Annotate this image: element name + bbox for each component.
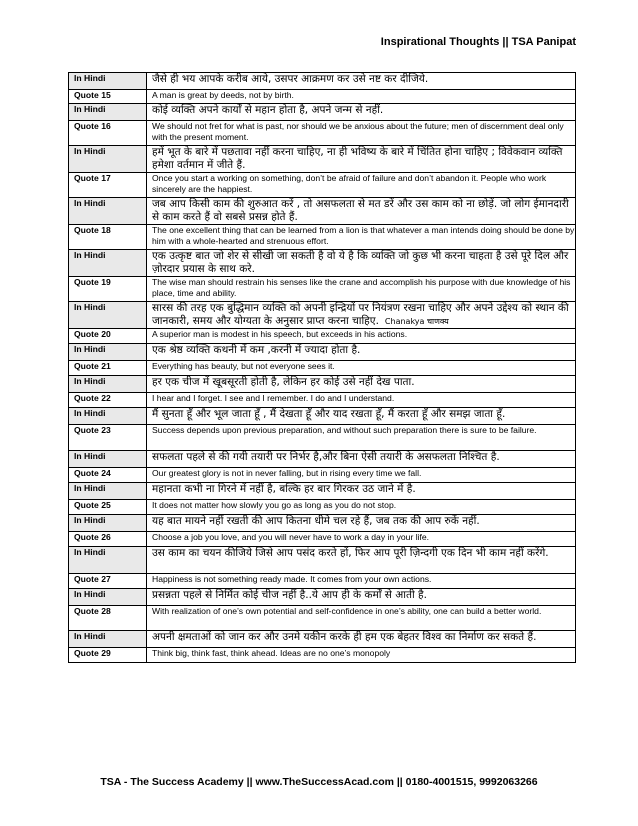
table-row bbox=[69, 451, 576, 468]
hindi-translation bbox=[147, 483, 576, 500]
quote-text bbox=[147, 468, 576, 483]
row-label: Quote 15 bbox=[69, 90, 147, 104]
quote-text bbox=[147, 329, 576, 344]
table-row bbox=[69, 361, 576, 376]
row-label: In Hindi bbox=[69, 515, 147, 532]
row-text: अपनी क्षमताओं को जान कर और उनमे यकीन करके ही हम एक बेहतर विश्व का निर्माण कर सकते हैं. bbox=[152, 631, 537, 643]
row-label: In Hindi bbox=[69, 146, 147, 173]
row-label: In Hindi bbox=[69, 198, 147, 225]
table-row bbox=[69, 393, 576, 408]
quote-text bbox=[147, 173, 576, 198]
row-text: Once you start a working on something, don’t be afraid of failure and don’t abandon it. People who work sincerely are the happiest. bbox=[152, 173, 547, 194]
hindi-translation bbox=[147, 146, 576, 173]
table-row bbox=[69, 277, 576, 302]
row-text: मैं सुनता हूँ और भूल जाता हूँ , मैं देखता हूँ और याद रखता हूँ, मैं करता हूँ और समझ जाता हूँ. bbox=[152, 408, 506, 420]
hindi-translation bbox=[147, 547, 576, 574]
row-label: Quote 29 bbox=[69, 648, 147, 663]
row-label: In Hindi bbox=[69, 344, 147, 361]
table-row bbox=[69, 468, 576, 483]
row-text: Our greatest glory is not in never falling, but in rising every time we fall. bbox=[152, 468, 422, 478]
quote-text bbox=[147, 90, 576, 104]
row-label: Quote 18 bbox=[69, 225, 147, 250]
row-label: In Hindi bbox=[69, 408, 147, 425]
row-label: Quote 23 bbox=[69, 425, 147, 451]
page-header: Inspirational Thoughts || TSA Panipat bbox=[380, 36, 576, 48]
row-text: Success depends upon previous preparation, and without such preparation there is sure to be failure. bbox=[152, 425, 537, 435]
row-label: In Hindi bbox=[69, 451, 147, 468]
table-row bbox=[69, 173, 576, 198]
row-text: यह बात मायने नहीं रखती की आप कितना धीमे चल रहे हैं, जब तक की आप रुकें नहीं. bbox=[152, 515, 480, 527]
row-label: Quote 25 bbox=[69, 500, 147, 515]
hindi-translation bbox=[147, 408, 576, 425]
quote-text bbox=[147, 574, 576, 589]
quote-text bbox=[147, 121, 576, 146]
table-row bbox=[69, 90, 576, 104]
author-note: Chanakya चाणक्य bbox=[384, 317, 449, 326]
hindi-translation bbox=[147, 376, 576, 393]
row-label: In Hindi bbox=[69, 104, 147, 121]
table-row bbox=[69, 532, 576, 547]
table-row bbox=[69, 376, 576, 393]
row-label: In Hindi bbox=[69, 547, 147, 574]
row-text: It does not matter how slowly you go as long as you do not stop. bbox=[152, 500, 397, 510]
row-text: जब आप किसी काम की शुरुआत करें , तो असफलता से मत डरें और उस काम को ना छोड़ें. जो लोग ईमानदारी से काम करते हैं वो सबसे प्रसन्न होते हैं. bbox=[152, 198, 569, 223]
row-text: एक उत्कृष्ट बात जो शेर से सीखी जा सकती है वो ये है कि व्यक्ति जो कुछ भी करना चाहता है उसे पूरे दिल और ज़ोरदार प्रयास के साथ करे. bbox=[152, 250, 569, 275]
quote-text bbox=[147, 500, 576, 515]
table-row bbox=[69, 483, 576, 500]
quote-text bbox=[147, 277, 576, 302]
table-row bbox=[69, 250, 576, 277]
table-row bbox=[69, 515, 576, 532]
quote-text bbox=[147, 606, 576, 631]
hindi-translation bbox=[147, 104, 576, 121]
table-row bbox=[69, 198, 576, 225]
hindi-translation bbox=[147, 515, 576, 532]
row-label: Quote 27 bbox=[69, 574, 147, 589]
row-text: Choose a job you love, and you will never have to work a day in your life. bbox=[152, 532, 430, 542]
hindi-translation bbox=[147, 451, 576, 468]
row-text: A superior man is modest in his speech, but exceeds in his actions. bbox=[152, 329, 408, 339]
hindi-translation bbox=[147, 302, 576, 329]
row-text: Happiness is not something ready made. It comes from your own actions. bbox=[152, 574, 432, 584]
table-row bbox=[69, 589, 576, 606]
table-row bbox=[69, 104, 576, 121]
table-row bbox=[69, 73, 576, 90]
row-label: Quote 21 bbox=[69, 361, 147, 376]
row-text: The one excellent thing that can be learned from a lion is that whatever a man intends doing should be done by him with a whole-hearted and strenuous effort. bbox=[152, 225, 575, 246]
row-label: In Hindi bbox=[69, 376, 147, 393]
table-row bbox=[69, 648, 576, 663]
row-text: एक श्रेष्ठ व्यक्ति कथनी में कम ,करनी में ज्यादा होता है. bbox=[152, 344, 361, 356]
page-footer: TSA - The Success Academy || www.TheSuccessAcad.com || 0180-4001515, 9992063266 bbox=[100, 776, 538, 788]
table-row bbox=[69, 344, 576, 361]
quote-text bbox=[147, 393, 576, 408]
row-text: हमें भूत के बारे में पछतावा नहीं करना चाहिए, ना ही भविष्य के बारे में चिंतित होना चाहिए ; विवेकवान व्यक्ति हमेशा वर्तमान में जीते हैं. bbox=[152, 146, 563, 171]
row-label: In Hindi bbox=[69, 250, 147, 277]
row-text: Think big, think fast, think ahead. Ideas are no one’s monopoly bbox=[152, 648, 391, 658]
row-label: Quote 20 bbox=[69, 329, 147, 344]
table-row bbox=[69, 631, 576, 648]
row-label: Quote 19 bbox=[69, 277, 147, 302]
table-row bbox=[69, 146, 576, 173]
table-row bbox=[69, 225, 576, 250]
hindi-translation bbox=[147, 344, 576, 361]
hindi-translation bbox=[147, 250, 576, 277]
quote-text bbox=[147, 361, 576, 376]
row-text: सफलता पहले से की गयी तयारी पर निर्भर है,और बिना ऐसी तयारी के असफलता निश्चित है. bbox=[152, 451, 500, 463]
table-row bbox=[69, 574, 576, 589]
table-row bbox=[69, 302, 576, 329]
quote-text bbox=[147, 648, 576, 663]
row-text: Everything has beauty, but not everyone sees it. bbox=[152, 361, 335, 371]
row-label: Quote 22 bbox=[69, 393, 147, 408]
row-label: In Hindi bbox=[69, 589, 147, 606]
table-row bbox=[69, 606, 576, 631]
row-text: With realization of one’s own potential and self-confidence in one’s ability, one can build a better world. bbox=[152, 606, 542, 616]
table-row bbox=[69, 547, 576, 574]
row-text: कोई व्यक्ति अपने कार्यों से महान होता है, अपने जन्म से नहीं. bbox=[152, 104, 384, 116]
row-label: In Hindi bbox=[69, 302, 147, 329]
row-text: We should not fret for what is past, nor should we be anxious about the future; men of discernment deal only with the present moment. bbox=[152, 121, 564, 142]
hindi-translation bbox=[147, 73, 576, 90]
table-row bbox=[69, 121, 576, 146]
row-text: The wise man should restrain his senses like the crane and accomplish his purpose with due knowledge of his place, time and ability. bbox=[152, 277, 571, 298]
table-row bbox=[69, 425, 576, 451]
row-text: I hear and I forget. I see and I remember. I do and I understand. bbox=[152, 393, 395, 403]
row-text: जैसे ही भय आपके करीब आये, उसपर आक्रमण कर उसे नष्ट कर दीजिये. bbox=[152, 73, 429, 85]
hindi-translation bbox=[147, 589, 576, 606]
quote-text bbox=[147, 225, 576, 250]
hindi-translation bbox=[147, 631, 576, 648]
row-label: In Hindi bbox=[69, 73, 147, 90]
quotes-table bbox=[68, 72, 576, 663]
quote-text bbox=[147, 532, 576, 547]
hindi-translation bbox=[147, 198, 576, 225]
row-label: Quote 16 bbox=[69, 121, 147, 146]
row-label: Quote 26 bbox=[69, 532, 147, 547]
row-label: Quote 17 bbox=[69, 173, 147, 198]
table-row bbox=[69, 500, 576, 515]
row-text: महानता कभी ना गिरने में नहीं है, बल्कि हर बार गिरकर उठ जाने में है. bbox=[152, 483, 416, 495]
row-text: A man is great by deeds, not by birth. bbox=[152, 90, 294, 100]
row-label: Quote 28 bbox=[69, 606, 147, 631]
row-text: हर एक चीज में खूबसूरती होती है, लेकिन हर कोई उसे नहीं देख पाता. bbox=[152, 376, 415, 388]
row-text: प्रसन्नता पहले से निर्मित कोई चीज नहीं है..ये आप ही के कर्मों से आती है. bbox=[152, 589, 427, 601]
row-label: Quote 24 bbox=[69, 468, 147, 483]
row-label: In Hindi bbox=[69, 483, 147, 500]
row-text: उस काम का चयन कीजिये जिसे आप पसंद करते हों, फिर आप पूरी ज़िन्दगी एक दिन भी काम नहीं करेंगे. bbox=[152, 547, 549, 559]
row-text: सारस की तरह एक बुद्धिमान व्यक्ति को अपनी इन्द्रियों पर नियंत्रण रखना चाहिए और अपने उद्देश्य को स्थान की जानकारी, समय और योग्यता के अनुसार प्राप्त करना चाहिए. bbox=[152, 302, 569, 327]
row-label: In Hindi bbox=[69, 631, 147, 648]
quote-text bbox=[147, 425, 576, 451]
table-row bbox=[69, 408, 576, 425]
table-row bbox=[69, 329, 576, 344]
